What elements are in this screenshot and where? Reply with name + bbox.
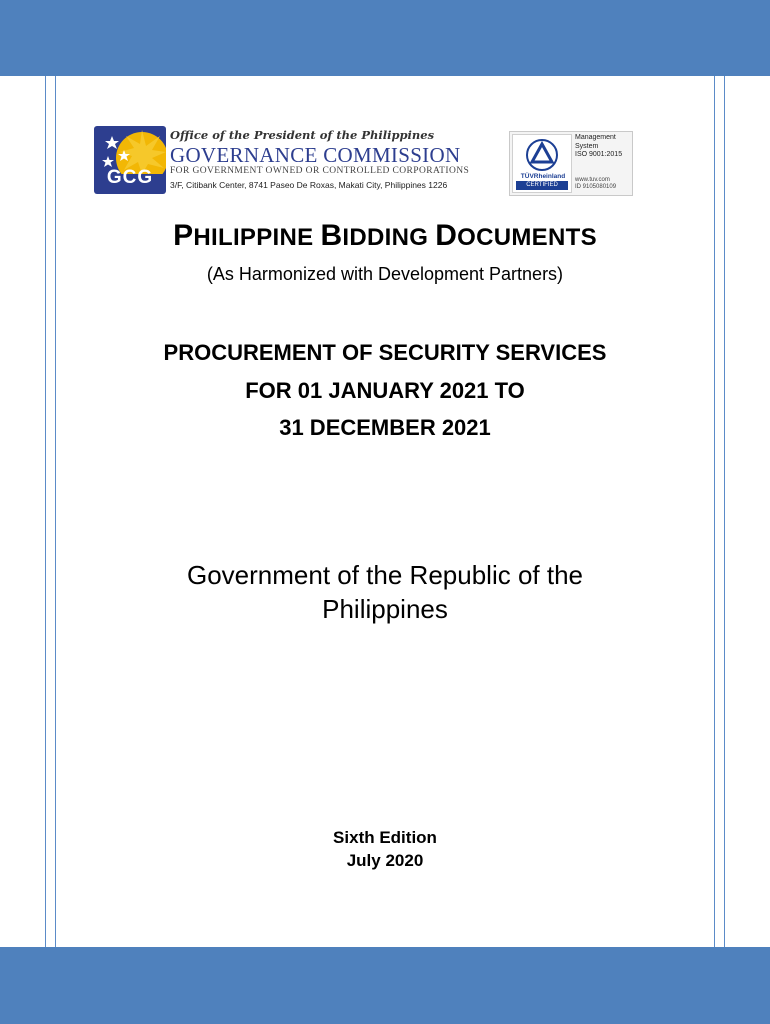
- cert-website: www.tuv.com: [575, 177, 610, 183]
- title-part: IDDING: [342, 224, 436, 251]
- iso-certification-badge: [509, 131, 633, 196]
- document-title: [0, 219, 770, 253]
- document-subtitle: (As Harmonized with Development Partners): [206, 264, 564, 284]
- commission-name: GOVERNANCE COMMISSION: [170, 143, 461, 167]
- cert-website-id: [575, 177, 631, 191]
- project-line1-text: PROCUREMENT OF SECURITY SERVICES: [163, 340, 607, 365]
- edition-label: Sixth Edition: [333, 828, 437, 847]
- title-part: D: [435, 219, 458, 252]
- right-border-rule-inner: [714, 76, 715, 947]
- project-line3-text: 31 DECEMBER 2021: [279, 415, 491, 440]
- system-line1: Management: [575, 134, 616, 141]
- government-line2: Philippines: [322, 594, 448, 624]
- bottom-color-band: [0, 947, 770, 1024]
- project-title-line2: [0, 378, 770, 404]
- gcg-logo: [94, 126, 494, 196]
- tuv-triangle-icon: [513, 135, 571, 175]
- tuv-badge: [512, 134, 572, 193]
- cert-id: ID 9105080109: [575, 184, 617, 190]
- left-border-rule-inner: [55, 76, 56, 947]
- left-border-rule-outer: [45, 76, 46, 947]
- project-title-line1: [0, 340, 770, 366]
- edition-date: July 2020: [346, 851, 424, 870]
- management-system-label: [575, 134, 631, 151]
- commission-address: 3/F, Citibank Center, 8741 Paseo De Roxas, Makati City, Philippines 1226: [170, 180, 448, 190]
- title-part: B: [320, 219, 343, 252]
- title-part: P: [173, 219, 194, 252]
- title-part: HILIPPINE: [193, 224, 321, 251]
- certified-label: CERTIFIED: [516, 181, 568, 190]
- right-border-rule-outer: [724, 76, 725, 947]
- emblem-acronym: GCG: [106, 167, 154, 188]
- project-line2-text: FOR 01 JANUARY 2021 TO: [245, 378, 525, 403]
- commission-subtitle: FOR GOVERNMENT OWNED OR CONTROLLED CORPORATIONS: [170, 166, 470, 176]
- project-title-line3: [0, 415, 770, 441]
- top-color-band: [0, 0, 770, 76]
- sun-star-emblem-icon: [94, 126, 166, 194]
- office-name: Office of the President of the Philippines: [170, 128, 435, 142]
- system-line2: System: [575, 142, 599, 150]
- government-line1: Government of the Republic of the: [186, 560, 583, 590]
- title-part: OCUMENTS: [457, 224, 597, 251]
- tuv-label: TÜVRheinland: [520, 173, 566, 180]
- iso-standard: ISO 9001:2015: [575, 151, 623, 158]
